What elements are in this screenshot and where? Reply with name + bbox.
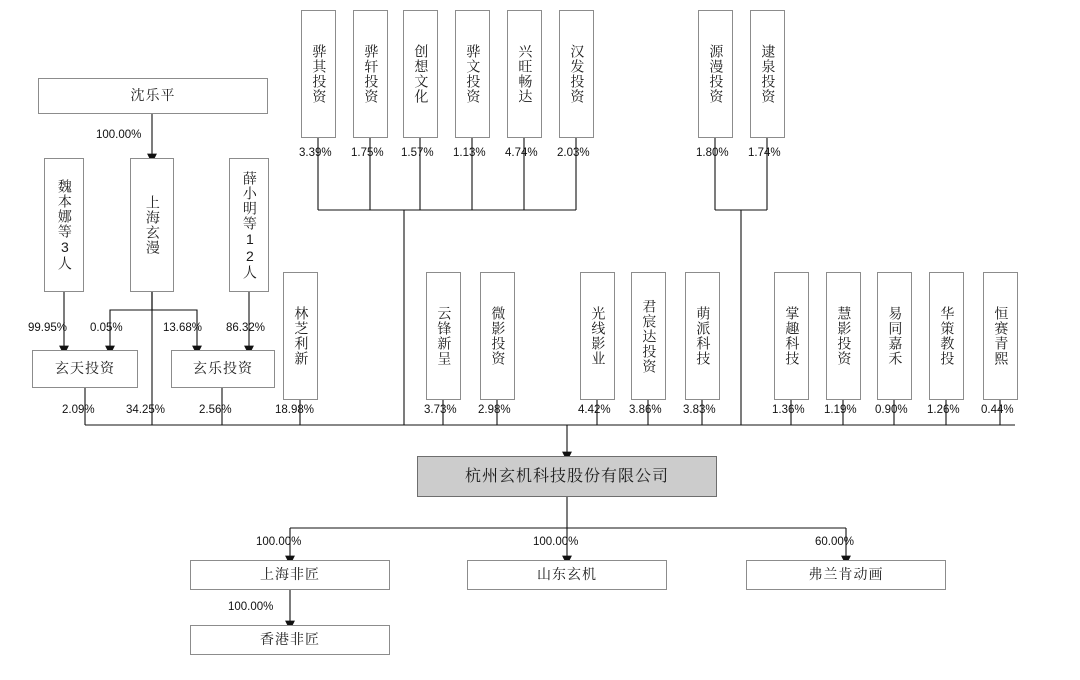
- node-xingwang[interactable]: [507, 10, 542, 138]
- pct-franken: 60.00%: [815, 536, 855, 548]
- node-label: 微影投资: [490, 306, 507, 366]
- node-label: 魏本娜等3人: [56, 179, 73, 271]
- node-jianquan[interactable]: [750, 10, 785, 138]
- pct-jianquan: 1.74%: [748, 147, 781, 159]
- node-hongkongfeijiang[interactable]: [190, 625, 390, 655]
- node-qiqi[interactable]: [301, 10, 336, 138]
- pct-qiqi: 3.39%: [299, 147, 332, 159]
- node-label: 兴旺畅达: [517, 44, 534, 104]
- node-main-company[interactable]: [417, 456, 717, 497]
- node-shanghaixuanman[interactable]: [130, 158, 174, 292]
- node-yuanman[interactable]: [698, 10, 733, 138]
- node-qiwen[interactable]: [455, 10, 490, 138]
- node-label: 骅轩投资: [363, 44, 380, 104]
- node-shenleping[interactable]: [38, 78, 268, 114]
- node-label: 骅其投资: [311, 44, 328, 104]
- pct-shenleping-to-xuanman: 100.00%: [96, 129, 142, 141]
- node-label: 林芝利新: [293, 306, 310, 366]
- node-label: 弗兰肯动画: [808, 566, 884, 583]
- pct-chuangxiang: 1.57%: [401, 147, 434, 159]
- node-huiying[interactable]: [826, 272, 861, 400]
- node-shandongxuanji[interactable]: [467, 560, 667, 590]
- pct-xingwang: 4.74%: [505, 147, 538, 159]
- pct-yitongjiahe: 0.90%: [875, 404, 908, 416]
- node-label: 云锋新呈: [436, 306, 453, 366]
- node-zhangqu[interactable]: [774, 272, 809, 400]
- node-label: 香港非匠: [260, 631, 320, 648]
- node-xuexiaoming[interactable]: [229, 158, 269, 292]
- pct-linzhilixin: 18.98%: [275, 404, 315, 416]
- node-label: 骅文投资: [465, 44, 482, 104]
- pct-hongkongfeijiang: 100.00%: [228, 601, 274, 613]
- node-label: 汉发投资: [569, 44, 586, 104]
- node-label: 慧影投资: [836, 306, 853, 366]
- pct-xuanman-to-xuanle: 13.68%: [163, 322, 203, 334]
- pct-qixuan: 1.75%: [351, 147, 384, 159]
- pct-junchenda: 3.86%: [629, 404, 662, 416]
- node-label: 玄乐投资: [193, 360, 253, 377]
- pct-weibenna-to-xuantian: 99.95%: [28, 322, 68, 334]
- node-mengpai[interactable]: [685, 272, 720, 400]
- pct-hanfa: 2.03%: [557, 147, 590, 159]
- pct-xuanle-to-main: 2.56%: [199, 404, 232, 416]
- pct-huace: 1.26%: [927, 404, 960, 416]
- node-qixuan[interactable]: [353, 10, 388, 138]
- node-label: 上海非匠: [260, 566, 320, 583]
- pct-xuanman-to-main: 34.25%: [126, 404, 166, 416]
- node-guangxian[interactable]: [580, 272, 615, 400]
- pct-shanghaifeijiang: 100.00%: [256, 536, 302, 548]
- pct-weiying: 2.98%: [478, 404, 511, 416]
- node-junchenda[interactable]: [631, 272, 666, 400]
- pct-yunfeng: 3.73%: [424, 404, 457, 416]
- pct-zhangqu: 1.36%: [772, 404, 805, 416]
- node-label: 杭州玄机科技股份有限公司: [464, 467, 669, 485]
- pct-xuexiaoming-to-xuanle: 86.32%: [226, 322, 266, 334]
- node-chuangxiang[interactable]: [403, 10, 438, 138]
- node-linzhilixin[interactable]: [283, 272, 318, 400]
- node-label: 山东玄机: [537, 566, 597, 583]
- node-label: 源漫投资: [708, 44, 725, 104]
- node-xuanle[interactable]: [171, 350, 275, 388]
- node-shanghaifeijiang[interactable]: [190, 560, 390, 590]
- node-label: 君宸达投资: [641, 298, 658, 374]
- pct-xuanman-to-xuantian: 0.05%: [90, 322, 123, 334]
- node-label: 上海玄漫: [144, 195, 161, 255]
- node-label: 玄天投资: [55, 360, 115, 377]
- pct-huiying: 1.19%: [824, 404, 857, 416]
- pct-hengsai: 0.44%: [981, 404, 1014, 416]
- node-label: 薛小明等12人: [241, 170, 258, 280]
- node-weiying[interactable]: [480, 272, 515, 400]
- pct-mengpai: 3.83%: [683, 404, 716, 416]
- node-yunfeng[interactable]: [426, 272, 461, 400]
- node-label: 掌趣科技: [784, 306, 801, 366]
- node-weibenna[interactable]: [44, 158, 84, 292]
- pct-shandongxuanji: 100.00%: [533, 536, 579, 548]
- node-xuantian[interactable]: [32, 350, 138, 388]
- pct-guangxian: 4.42%: [578, 404, 611, 416]
- pct-qiwen: 1.13%: [453, 147, 486, 159]
- node-label: 沈乐平: [130, 87, 176, 104]
- node-huace[interactable]: [929, 272, 964, 400]
- node-hengsai[interactable]: [983, 272, 1018, 400]
- node-label: 恒赛青熙: [993, 306, 1010, 366]
- node-label: 光线影业: [590, 306, 607, 366]
- node-yitongjiahe[interactable]: [877, 272, 912, 400]
- pct-xuantian-to-main: 2.09%: [62, 404, 95, 416]
- node-label: 逮泉投资: [760, 44, 777, 104]
- node-label: 创想文化: [413, 44, 430, 104]
- node-franken[interactable]: [746, 560, 946, 590]
- node-hanfa[interactable]: [559, 10, 594, 138]
- node-label: 易同嘉禾: [887, 306, 904, 366]
- node-label: 华策教投: [939, 306, 956, 366]
- pct-yuanman: 1.80%: [696, 147, 729, 159]
- node-label: 萌派科技: [695, 306, 712, 366]
